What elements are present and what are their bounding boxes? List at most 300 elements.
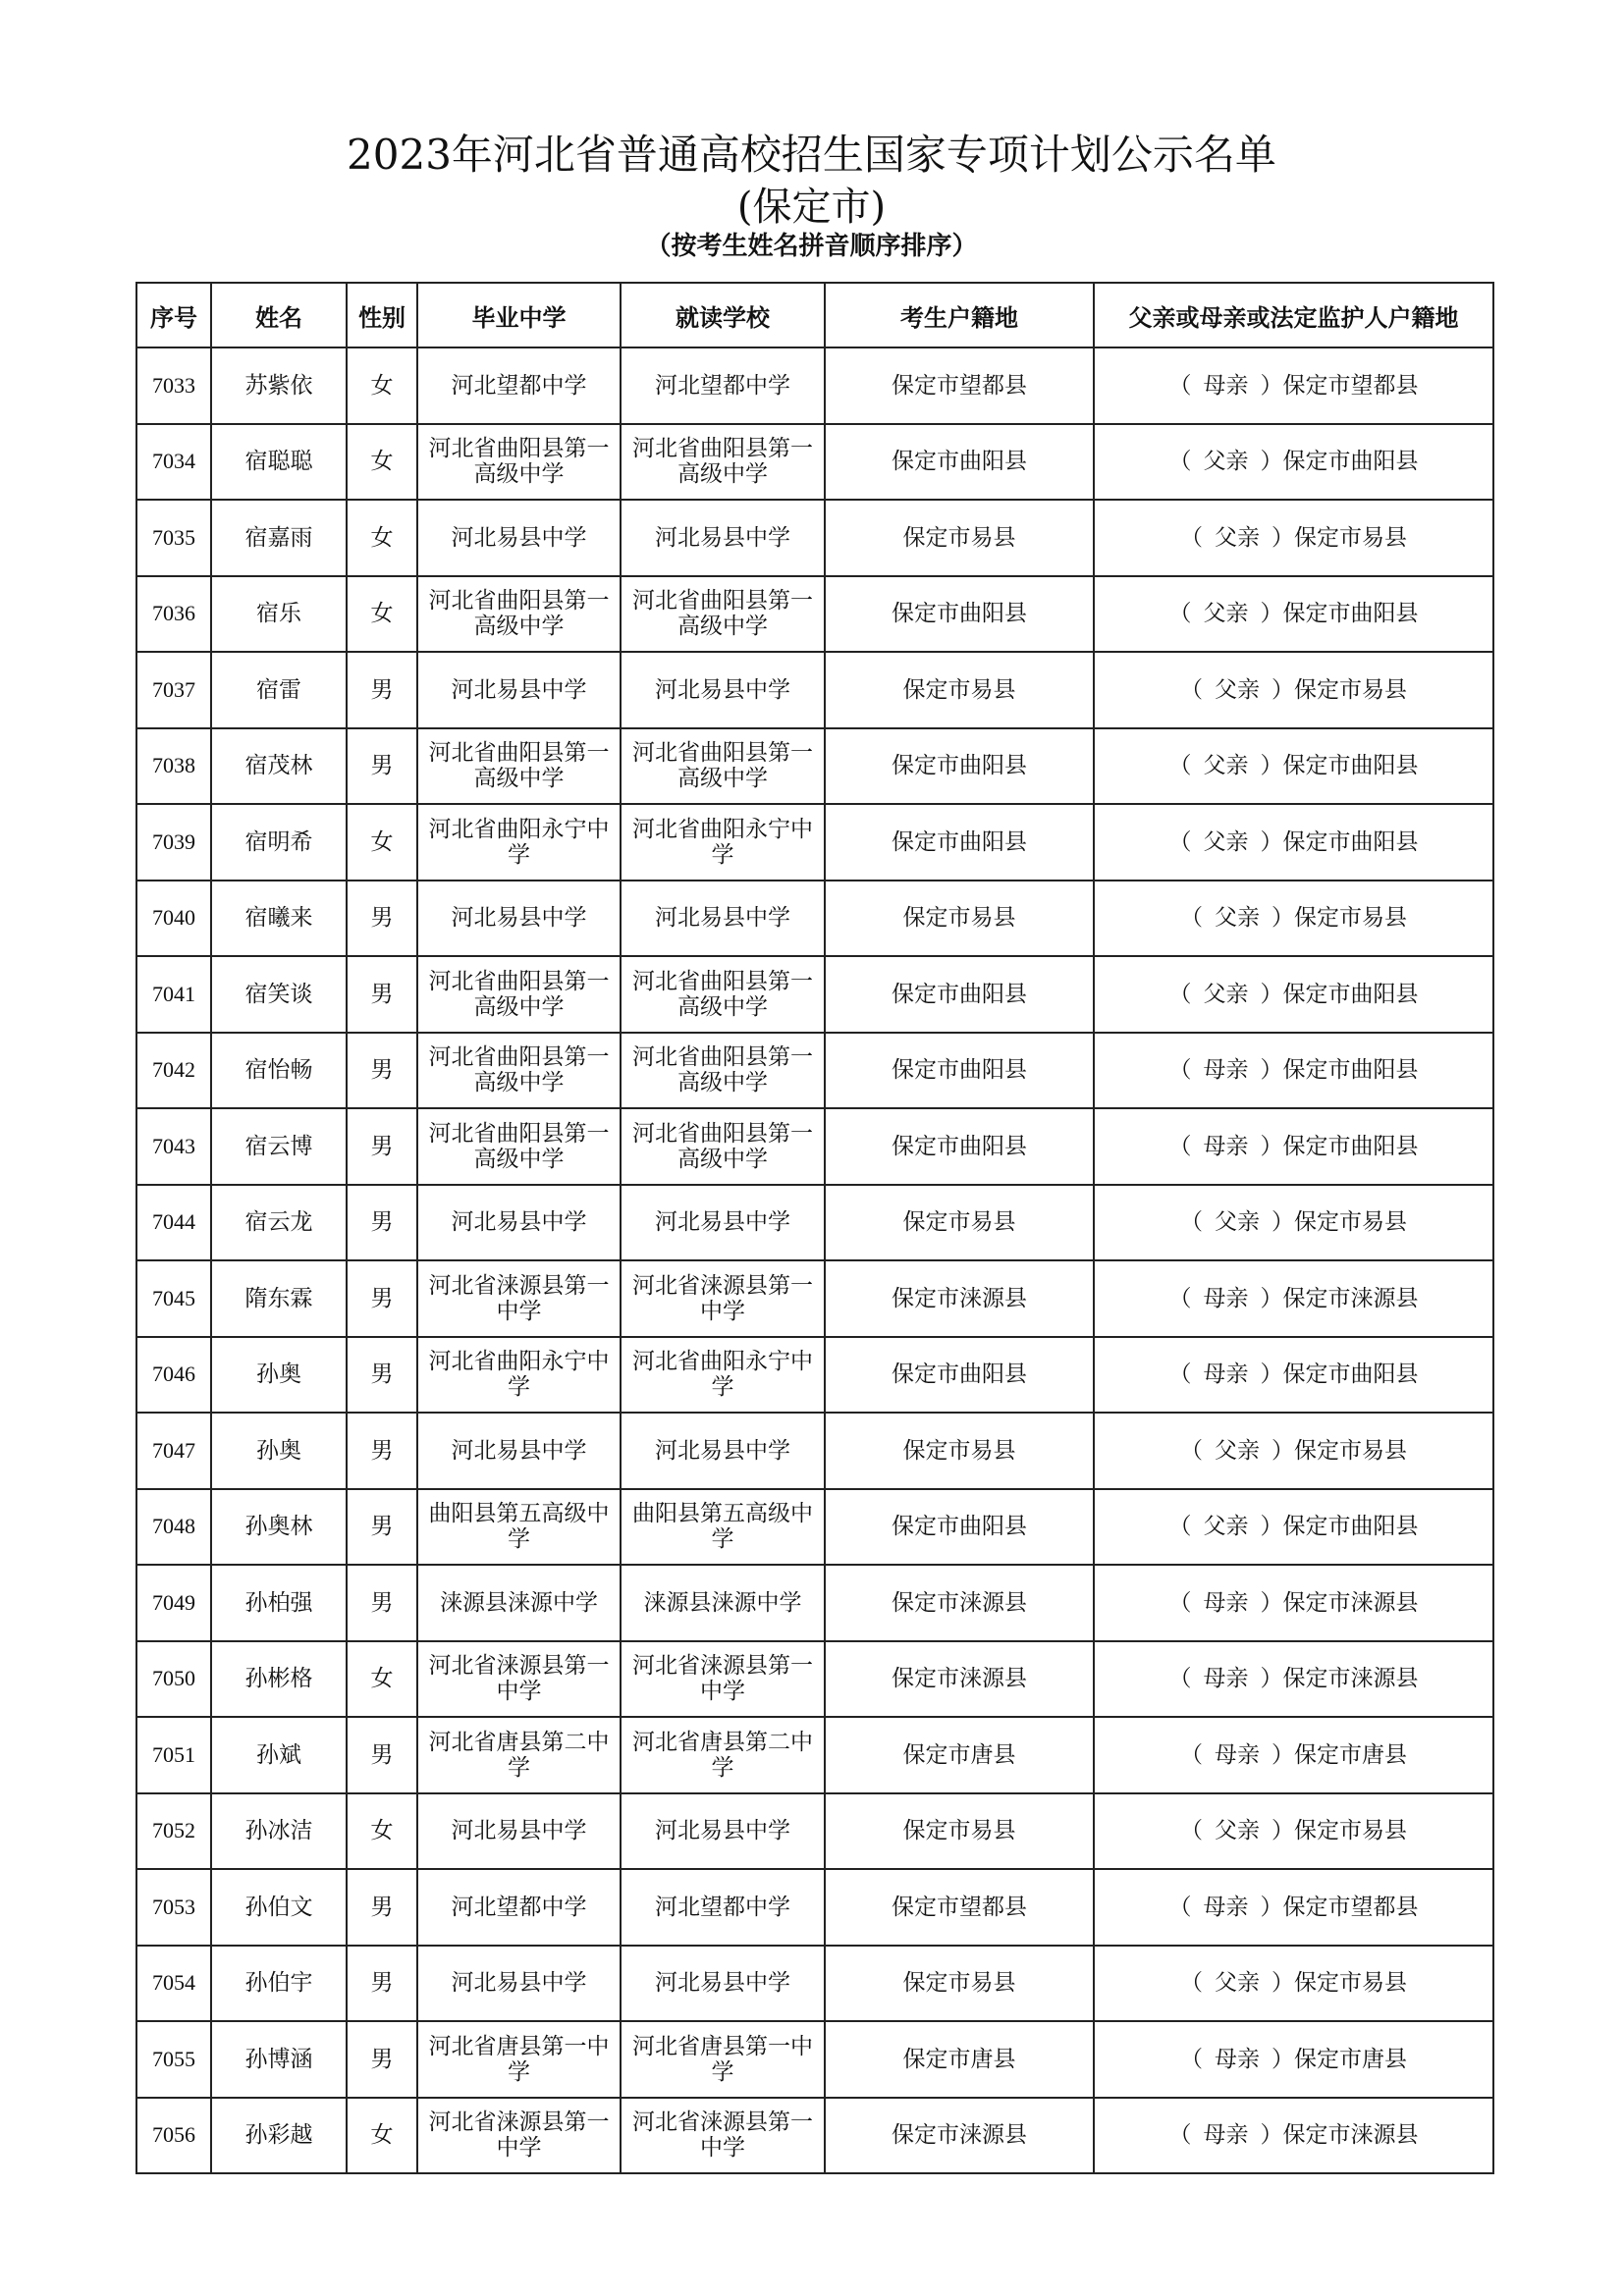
cell-relation: 父亲	[1203, 449, 1249, 475]
cell-no: 7047	[136, 1413, 211, 1489]
cell-name: 孙冰洁	[211, 1793, 347, 1870]
cell-guardian-registration	[1094, 576, 1493, 653]
paren-open: （	[1168, 981, 1192, 1007]
sort-note: （按考生姓名拼音顺序排序）	[645, 232, 978, 261]
cell-graduation-school: 河北易县中学	[417, 1413, 621, 1489]
cell-guardian-place: 保定市易县	[1294, 1209, 1407, 1236]
cell-guardian-registration	[1094, 1641, 1493, 1718]
paren-open: （	[1168, 1894, 1192, 1920]
cell-guardian-registration	[1094, 804, 1493, 881]
col-header-graduation-school: 毕业中学	[417, 283, 621, 347]
cell-household-registration: 保定市易县	[825, 652, 1094, 728]
paren-close: ）	[1260, 601, 1283, 627]
cell-gender: 女	[347, 576, 417, 653]
cell-household-registration: 保定市曲阳县	[825, 576, 1094, 653]
cell-guardian-place: 保定市曲阳县	[1282, 1514, 1419, 1540]
cell-relation: 父亲	[1215, 676, 1260, 703]
cell-gender: 男	[347, 956, 417, 1033]
cell-no: 7045	[136, 1260, 211, 1337]
cell-no: 7035	[136, 500, 211, 576]
cell-guardian-place: 保定市唐县	[1294, 1741, 1407, 1768]
cell-relation: 母亲	[1203, 1589, 1249, 1616]
cell-household-registration: 保定市涞源县	[825, 1641, 1094, 1718]
table-row	[136, 1565, 1493, 1641]
cell-guardian-registration	[1094, 2098, 1493, 2174]
cell-no: 7043	[136, 1108, 211, 1185]
table-row	[136, 2098, 1493, 2174]
cell-current-school: 河北省涞源县第一中学	[621, 1260, 825, 1337]
cell-household-registration: 保定市曲阳县	[825, 728, 1094, 805]
cell-name: 孙伯文	[211, 1869, 347, 1946]
cell-name: 隋东霖	[211, 1260, 347, 1337]
cell-guardian-registration	[1094, 1185, 1493, 1261]
cell-household-registration: 保定市涞源县	[825, 2098, 1094, 2174]
cell-guardian-registration	[1094, 652, 1493, 728]
cell-no: 7033	[136, 347, 211, 424]
cell-current-school: 河北望都中学	[621, 1869, 825, 1946]
cell-guardian-place: 保定市涞源县	[1282, 1666, 1419, 1692]
cell-gender: 女	[347, 500, 417, 576]
cell-guardian-place: 保定市涞源县	[1282, 1589, 1419, 1616]
cell-guardian-place: 保定市易县	[1294, 676, 1407, 703]
cell-guardian-registration	[1094, 1869, 1493, 1946]
cell-relation: 父亲	[1215, 1437, 1260, 1464]
cell-current-school: 河北省曲阳县第一高级中学	[621, 576, 825, 653]
paren-close: ）	[1271, 1437, 1294, 1464]
paren-open: （	[1168, 2122, 1192, 2149]
cell-graduation-school: 河北省涞源县第一中学	[417, 2098, 621, 2174]
cell-current-school: 河北易县中学	[621, 1946, 825, 2022]
table-row	[136, 1033, 1493, 1109]
cell-gender: 男	[347, 2021, 417, 2098]
paren-close: ）	[1271, 1970, 1294, 1997]
paren-open: （	[1180, 905, 1203, 932]
cell-current-school: 河北省涞源县第一中学	[621, 2098, 825, 2174]
cell-relation: 父亲	[1203, 981, 1249, 1007]
cell-no: 7050	[136, 1641, 211, 1718]
cell-current-school: 河北省唐县第一中学	[621, 2021, 825, 2098]
paren-close: ）	[1260, 372, 1283, 399]
cell-name: 宿笑谈	[211, 956, 347, 1033]
table-row	[136, 500, 1493, 576]
cell-name: 孙博涵	[211, 2021, 347, 2098]
cell-household-registration: 保定市易县	[825, 1185, 1094, 1261]
cell-guardian-place: 保定市易县	[1294, 524, 1407, 551]
cell-graduation-school: 河北省曲阳永宁中学	[417, 804, 621, 881]
cell-relation: 母亲	[1203, 1133, 1249, 1159]
cell-name: 孙伯宇	[211, 1946, 347, 2022]
table-row	[136, 652, 1493, 728]
table-row	[136, 1946, 1493, 2022]
cell-current-school: 河北省涞源县第一中学	[621, 1641, 825, 1718]
cell-graduation-school: 河北易县中学	[417, 1946, 621, 2022]
cell-gender: 女	[347, 2098, 417, 2174]
cell-graduation-school: 河北省曲阳县第一高级中学	[417, 728, 621, 805]
cell-gender: 男	[347, 1108, 417, 1185]
cell-name: 孙彬格	[211, 1641, 347, 1718]
candidate-table	[135, 282, 1494, 2174]
cell-gender: 男	[347, 1185, 417, 1261]
paren-open: （	[1168, 1057, 1192, 1084]
cell-name: 孙柏强	[211, 1565, 347, 1641]
cell-no: 7049	[136, 1565, 211, 1641]
table-row	[136, 576, 1493, 653]
paren-close: ）	[1271, 676, 1294, 703]
cell-current-school: 河北省曲阳县第一高级中学	[621, 1033, 825, 1109]
cell-household-registration: 保定市唐县	[825, 1717, 1094, 1793]
cell-guardian-registration	[1094, 881, 1493, 957]
cell-guardian-place: 保定市曲阳县	[1282, 981, 1419, 1007]
cell-guardian-place: 保定市唐县	[1294, 2046, 1407, 2072]
cell-name: 孙斌	[211, 1717, 347, 1793]
paren-close: ）	[1271, 905, 1294, 932]
cell-gender: 女	[347, 347, 417, 424]
cell-gender: 男	[347, 1260, 417, 1337]
cell-relation: 父亲	[1203, 753, 1249, 779]
cell-no: 7034	[136, 424, 211, 501]
paren-close: ）	[1260, 1133, 1283, 1159]
cell-graduation-school: 河北易县中学	[417, 881, 621, 957]
cell-household-registration: 保定市曲阳县	[825, 1033, 1094, 1109]
paren-close: ）	[1260, 449, 1283, 475]
cell-relation: 母亲	[1203, 372, 1249, 399]
paren-close: ）	[1271, 524, 1294, 551]
cell-gender: 男	[347, 1946, 417, 2022]
table-row	[136, 1337, 1493, 1414]
cell-graduation-school: 河北省唐县第一中学	[417, 2021, 621, 2098]
cell-current-school: 涞源县涞源中学	[621, 1565, 825, 1641]
paren-close: ）	[1271, 1741, 1294, 1768]
cell-no: 7038	[136, 728, 211, 805]
cell-guardian-place: 保定市曲阳县	[1282, 753, 1419, 779]
cell-graduation-school: 曲阳县第五高级中学	[417, 1489, 621, 1566]
paren-close: ）	[1260, 2122, 1283, 2149]
table-row	[136, 1489, 1493, 1566]
table-row	[136, 424, 1493, 501]
paren-close: ）	[1271, 1818, 1294, 1844]
cell-gender: 男	[347, 652, 417, 728]
cell-guardian-place: 保定市曲阳县	[1282, 601, 1419, 627]
cell-current-school: 河北易县中学	[621, 1185, 825, 1261]
cell-current-school: 曲阳县第五高级中学	[621, 1489, 825, 1566]
paren-close: ）	[1260, 1057, 1283, 1084]
cell-name: 宿怡畅	[211, 1033, 347, 1109]
cell-relation: 母亲	[1203, 1285, 1249, 1311]
cell-relation: 父亲	[1203, 1514, 1249, 1540]
cell-relation: 父亲	[1215, 1209, 1260, 1236]
cell-relation: 母亲	[1203, 2122, 1249, 2149]
document-subtitle: (保定市)	[736, 185, 887, 230]
cell-gender: 女	[347, 804, 417, 881]
cell-no: 7056	[136, 2098, 211, 2174]
cell-no: 7040	[136, 881, 211, 957]
cell-graduation-school: 河北省曲阳县第一高级中学	[417, 1108, 621, 1185]
table-row	[136, 1260, 1493, 1337]
cell-guardian-registration	[1094, 2021, 1493, 2098]
cell-graduation-school: 河北省唐县第二中学	[417, 1717, 621, 1793]
table-row	[136, 1108, 1493, 1185]
cell-household-registration: 保定市易县	[825, 500, 1094, 576]
cell-gender: 男	[347, 881, 417, 957]
cell-relation: 父亲	[1215, 1818, 1260, 1844]
paren-open: （	[1180, 524, 1203, 551]
cell-name: 宿乐	[211, 576, 347, 653]
cell-gender: 男	[347, 1869, 417, 1946]
cell-no: 7046	[136, 1337, 211, 1414]
cell-name: 宿嘉雨	[211, 500, 347, 576]
cell-guardian-registration	[1094, 728, 1493, 805]
cell-no: 7055	[136, 2021, 211, 2098]
cell-guardian-registration	[1094, 500, 1493, 576]
cell-no: 7037	[136, 652, 211, 728]
cell-name: 宿聪聪	[211, 424, 347, 501]
paren-close: ）	[1260, 1285, 1283, 1311]
cell-household-registration: 保定市曲阳县	[825, 424, 1094, 501]
cell-name: 宿茂林	[211, 728, 347, 805]
cell-household-registration: 保定市曲阳县	[825, 1489, 1094, 1566]
paren-close: ）	[1271, 2046, 1294, 2072]
cell-current-school: 河北易县中学	[621, 1793, 825, 1870]
cell-no: 7041	[136, 956, 211, 1033]
cell-gender: 男	[347, 1489, 417, 1566]
cell-graduation-school: 河北省曲阳县第一高级中学	[417, 1033, 621, 1109]
cell-household-registration: 保定市望都县	[825, 347, 1094, 424]
cell-no: 7052	[136, 1793, 211, 1870]
cell-guardian-registration	[1094, 1946, 1493, 2022]
cell-household-registration: 保定市望都县	[825, 1869, 1094, 1946]
cell-guardian-registration	[1094, 1108, 1493, 1185]
cell-household-registration: 保定市涞源县	[825, 1565, 1094, 1641]
paren-open: （	[1180, 1437, 1203, 1464]
cell-name: 宿云博	[211, 1108, 347, 1185]
cell-guardian-place: 保定市易县	[1294, 905, 1407, 932]
cell-household-registration: 保定市唐县	[825, 2021, 1094, 2098]
cell-relation: 父亲	[1215, 905, 1260, 932]
cell-name: 宿雷	[211, 652, 347, 728]
cell-graduation-school: 河北省涞源县第一中学	[417, 1260, 621, 1337]
paren-open: （	[1168, 1589, 1192, 1616]
cell-graduation-school: 河北易县中学	[417, 652, 621, 728]
paren-open: （	[1180, 2046, 1203, 2072]
paren-close: ）	[1271, 1209, 1294, 1236]
cell-household-registration: 保定市曲阳县	[825, 804, 1094, 881]
cell-gender: 男	[347, 1033, 417, 1109]
cell-graduation-school: 河北省曲阳永宁中学	[417, 1337, 621, 1414]
cell-current-school: 河北易县中学	[621, 1413, 825, 1489]
paren-open: （	[1168, 828, 1192, 855]
paren-open: （	[1168, 449, 1192, 475]
paren-close: ）	[1260, 1666, 1283, 1692]
cell-graduation-school: 河北易县中学	[417, 1185, 621, 1261]
cell-graduation-school: 河北望都中学	[417, 1869, 621, 1946]
cell-guardian-registration	[1094, 424, 1493, 501]
col-header-name: 姓名	[211, 283, 347, 347]
table-row	[136, 881, 1493, 957]
cell-no: 7042	[136, 1033, 211, 1109]
cell-no: 7054	[136, 1946, 211, 2022]
cell-guardian-place: 保定市涞源县	[1282, 2122, 1419, 2149]
table-row	[136, 347, 1493, 424]
paren-open: （	[1168, 753, 1192, 779]
cell-guardian-registration	[1094, 1717, 1493, 1793]
paren-open: （	[1180, 1970, 1203, 1997]
cell-household-registration: 保定市易县	[825, 881, 1094, 957]
table-row	[136, 728, 1493, 805]
table-row	[136, 1793, 1493, 1870]
cell-household-registration: 保定市曲阳县	[825, 956, 1094, 1033]
cell-guardian-registration	[1094, 1793, 1493, 1870]
cell-graduation-school: 河北易县中学	[417, 500, 621, 576]
paren-open: （	[1168, 372, 1192, 399]
cell-name: 宿曦来	[211, 881, 347, 957]
cell-no: 7051	[136, 1717, 211, 1793]
cell-graduation-school: 河北望都中学	[417, 347, 621, 424]
table-row	[136, 1869, 1493, 1946]
paren-open: （	[1168, 1133, 1192, 1159]
cell-guardian-place: 保定市望都县	[1282, 372, 1419, 399]
cell-relation: 父亲	[1215, 524, 1260, 551]
cell-gender: 女	[347, 424, 417, 501]
cell-relation: 母亲	[1203, 1057, 1249, 1084]
cell-current-school: 河北望都中学	[621, 347, 825, 424]
paren-close: ）	[1260, 1362, 1283, 1388]
paren-open: （	[1168, 1285, 1192, 1311]
cell-graduation-school: 河北易县中学	[417, 1793, 621, 1870]
col-header-guardian-registration: 父亲或母亲或法定监护人户籍地	[1094, 283, 1493, 347]
cell-gender: 女	[347, 1641, 417, 1718]
cell-current-school: 河北易县中学	[621, 500, 825, 576]
paren-close: ）	[1260, 753, 1283, 779]
cell-name: 孙彩越	[211, 2098, 347, 2174]
cell-household-registration: 保定市易县	[825, 1793, 1094, 1870]
cell-current-school: 河北易县中学	[621, 881, 825, 957]
document-title: 2023年河北省普通高校招生国家专项计划公示名单	[347, 131, 1276, 179]
paren-open: （	[1180, 1818, 1203, 1844]
cell-household-registration: 保定市涞源县	[825, 1260, 1094, 1337]
cell-gender: 男	[347, 728, 417, 805]
cell-name: 宿明希	[211, 804, 347, 881]
cell-no: 7044	[136, 1185, 211, 1261]
cell-graduation-school: 涞源县涞源中学	[417, 1565, 621, 1641]
cell-household-registration: 保定市曲阳县	[825, 1108, 1094, 1185]
cell-name: 苏紫依	[211, 347, 347, 424]
cell-current-school: 河北易县中学	[621, 652, 825, 728]
cell-graduation-school: 河北省涞源县第一中学	[417, 1641, 621, 1718]
cell-current-school: 河北省曲阳永宁中学	[621, 1337, 825, 1414]
cell-household-registration: 保定市曲阳县	[825, 1337, 1094, 1414]
col-header-no: 序号	[136, 283, 211, 347]
paren-open: （	[1180, 1209, 1203, 1236]
cell-no: 7048	[136, 1489, 211, 1566]
cell-guardian-place: 保定市望都县	[1282, 1894, 1419, 1920]
cell-graduation-school: 河北省曲阳县第一高级中学	[417, 576, 621, 653]
cell-graduation-school: 河北省曲阳县第一高级中学	[417, 424, 621, 501]
cell-guardian-registration	[1094, 956, 1493, 1033]
cell-current-school: 河北省曲阳永宁中学	[621, 804, 825, 881]
cell-guardian-place: 保定市曲阳县	[1282, 1362, 1419, 1388]
cell-guardian-registration	[1094, 1260, 1493, 1337]
cell-guardian-registration	[1094, 1337, 1493, 1414]
table-row	[136, 1413, 1493, 1489]
cell-relation: 母亲	[1203, 1362, 1249, 1388]
paren-close: ）	[1260, 981, 1283, 1007]
paren-open: （	[1180, 1741, 1203, 1768]
cell-relation: 父亲	[1203, 828, 1249, 855]
table-row	[136, 1185, 1493, 1261]
paren-open: （	[1180, 676, 1203, 703]
cell-relation: 母亲	[1203, 1666, 1249, 1692]
paren-open: （	[1168, 1666, 1192, 1692]
paren-close: ）	[1260, 828, 1283, 855]
table-row	[136, 804, 1493, 881]
cell-name: 孙奥	[211, 1413, 347, 1489]
paren-close: ）	[1260, 1514, 1283, 1540]
cell-guardian-registration	[1094, 347, 1493, 424]
cell-current-school: 河北省曲阳县第一高级中学	[621, 728, 825, 805]
table-row	[136, 1717, 1493, 1793]
cell-relation: 父亲	[1215, 1970, 1260, 1997]
cell-no: 7053	[136, 1869, 211, 1946]
cell-gender: 男	[347, 1413, 417, 1489]
paren-open: （	[1168, 601, 1192, 627]
cell-relation: 母亲	[1203, 1894, 1249, 1920]
paren-open: （	[1168, 1362, 1192, 1388]
paren-open: （	[1168, 1514, 1192, 1540]
table-row	[136, 2021, 1493, 2098]
col-header-household-registration: 考生户籍地	[825, 283, 1094, 347]
cell-guardian-place: 保定市曲阳县	[1282, 1057, 1419, 1084]
paren-close: ）	[1260, 1589, 1283, 1616]
table-header-row	[136, 283, 1493, 347]
cell-no: 7039	[136, 804, 211, 881]
cell-gender: 男	[347, 1565, 417, 1641]
cell-current-school: 河北省曲阳县第一高级中学	[621, 956, 825, 1033]
cell-graduation-school: 河北省曲阳县第一高级中学	[417, 956, 621, 1033]
cell-guardian-place: 保定市曲阳县	[1282, 1133, 1419, 1159]
cell-guardian-registration	[1094, 1489, 1493, 1566]
cell-relation: 母亲	[1215, 2046, 1260, 2072]
cell-household-registration: 保定市易县	[825, 1413, 1094, 1489]
table-row	[136, 956, 1493, 1033]
cell-guardian-registration	[1094, 1413, 1493, 1489]
cell-relation: 母亲	[1215, 1741, 1260, 1768]
cell-guardian-registration	[1094, 1565, 1493, 1641]
cell-household-registration: 保定市易县	[825, 1946, 1094, 2022]
cell-name: 孙奥林	[211, 1489, 347, 1566]
cell-relation: 父亲	[1203, 601, 1249, 627]
cell-guardian-place: 保定市曲阳县	[1282, 828, 1419, 855]
cell-guardian-place: 保定市涞源县	[1282, 1285, 1419, 1311]
col-header-current-school: 就读学校	[621, 283, 825, 347]
cell-guardian-registration	[1094, 1033, 1493, 1109]
col-header-gender: 性别	[347, 283, 417, 347]
cell-guardian-place: 保定市曲阳县	[1282, 449, 1419, 475]
cell-gender: 女	[347, 1793, 417, 1870]
cell-guardian-place: 保定市易县	[1294, 1437, 1407, 1464]
cell-current-school: 河北省曲阳县第一高级中学	[621, 424, 825, 501]
cell-gender: 男	[347, 1337, 417, 1414]
cell-guardian-place: 保定市易县	[1294, 1970, 1407, 1997]
table-row	[136, 1641, 1493, 1718]
cell-guardian-place: 保定市易县	[1294, 1818, 1407, 1844]
cell-current-school: 河北省唐县第二中学	[621, 1717, 825, 1793]
cell-no: 7036	[136, 576, 211, 653]
cell-name: 孙奥	[211, 1337, 347, 1414]
cell-name: 宿云龙	[211, 1185, 347, 1261]
cell-gender: 男	[347, 1717, 417, 1793]
paren-close: ）	[1260, 1894, 1283, 1920]
cell-current-school: 河北省曲阳县第一高级中学	[621, 1108, 825, 1185]
